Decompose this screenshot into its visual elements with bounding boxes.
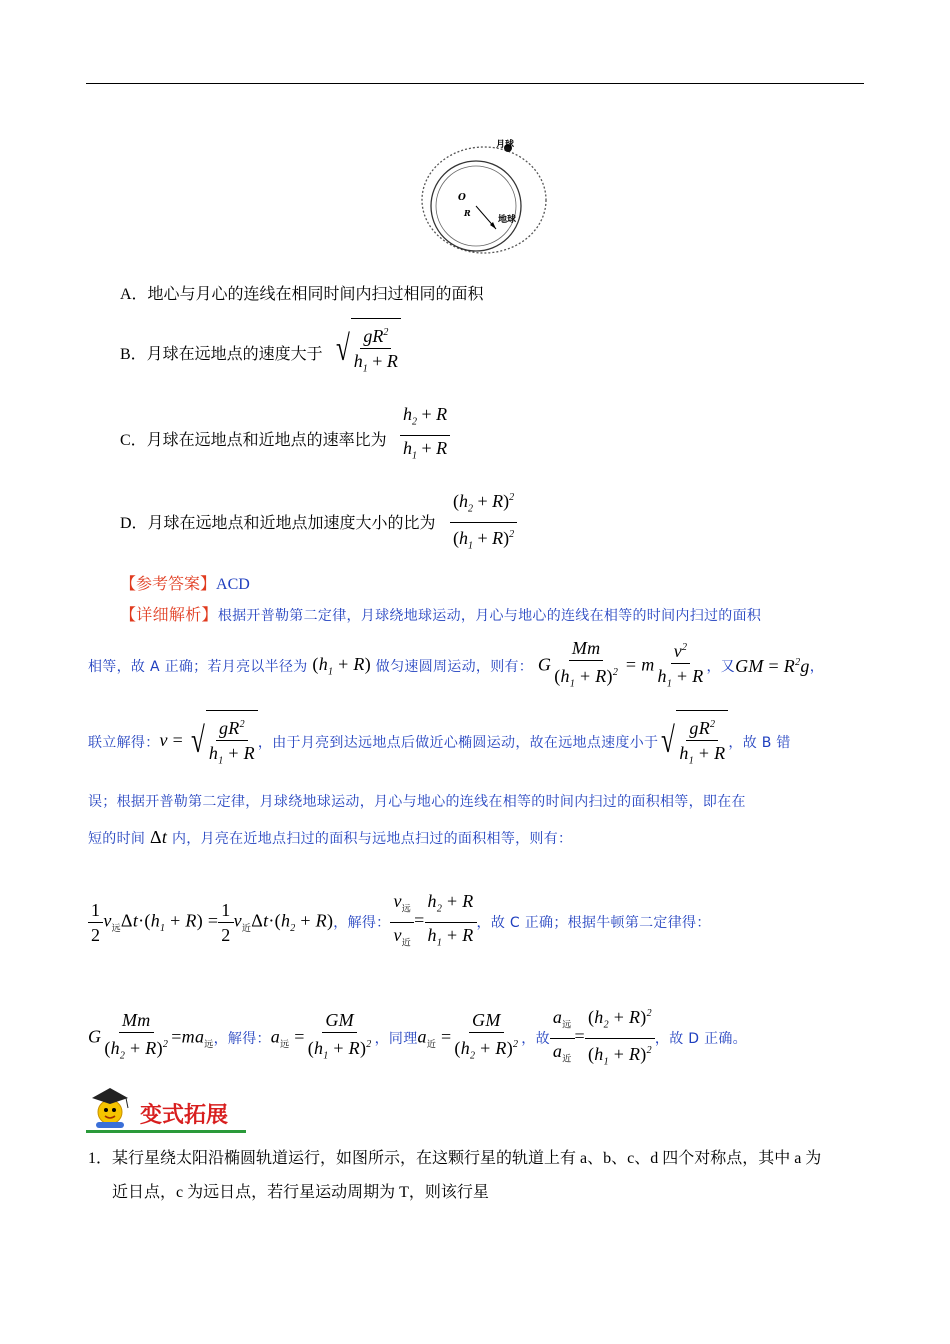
moon-label: 月球 xyxy=(496,140,515,150)
earth-label: 地球 xyxy=(498,215,517,225)
option-c-formula: $\frac{h_2 + R}{h_1 + R}$ xyxy=(400,402,450,468)
solution-text-3a: 联立解得： xyxy=(88,735,160,751)
option-b-formula: √ $\frac{gR^2}{h_1 + R}$ xyxy=(333,318,401,382)
option-c: C．月球在远地点和近地点的速率比为 xyxy=(120,432,387,449)
area-equation: $\frac{1}{2}$ $v_远\Delta t\cdot(h_1 + R)$ = $\frac{1}{2}$ $v_近\Delta t\cdot(h_2 + R)$ xyxy=(88,898,333,947)
header-rule xyxy=(86,83,864,84)
section-title: 变式拓展 xyxy=(140,1103,229,1128)
delta-t: Δt xyxy=(149,827,168,847)
accel-near: $a_近$ = $\frac{GM}{(h_2 + R)^2}$ xyxy=(417,1009,519,1062)
solution-label: 【详细解析】 xyxy=(120,607,218,624)
center-label: O xyxy=(458,193,466,203)
solution-line-1 xyxy=(120,602,761,625)
solution-line-7 xyxy=(88,1008,747,1068)
gravity-equation: G $\frac{Mm}{(h_1 + R)^2}$ = m $\frac{v^2}{h_1 + R}$ xyxy=(533,637,704,690)
velocity-bound: √ $\frac{gR^2}{h_1 + R}$ xyxy=(658,710,728,774)
answer-value: ACD xyxy=(216,576,250,593)
question-line-1: 1．某行星绕太阳沿椭圆轨道运行，如图所示，在这颗行星的轨道上有 a、b、c、d 四个对称点，其中 a 为 xyxy=(88,1150,822,1167)
solution-text-5b: 内，月亮在近地点扫过的面积与远地点扫过的面积相等，则有： xyxy=(171,831,573,847)
section-underline xyxy=(86,1130,246,1133)
solution-line-3 xyxy=(88,712,791,772)
orbit-diagram xyxy=(418,133,548,255)
question-line-2: 近日点，c 为远日点，若行星运动周期为 T，则该行星 xyxy=(112,1184,489,1201)
solution-text-3c: ，故 B 错 xyxy=(728,735,791,751)
solution-text-2b: 做匀速圆周运动，则有： xyxy=(375,659,534,675)
moon-orbit-ellipse xyxy=(422,147,546,253)
accel-ratio: $\frac{a_远}{a_近}$ = $\frac{(h_2 + R)^2}{(h_1 + R)^2}$ xyxy=(550,1002,655,1074)
velocity-result: v = √ $\frac{gR^2}{h_1 + R}$ xyxy=(160,710,258,774)
answer-label: 【参考答案】 xyxy=(120,576,217,593)
solution-text-2c: ，又 xyxy=(706,659,736,675)
answer-line xyxy=(120,571,250,594)
option-a: A．地心与月心的连线在相同时间内扫过相同的面积 xyxy=(120,286,484,303)
solution-text-2a: 相等，故 A 正确；若月亮以半径为 xyxy=(88,659,308,675)
mascot-icon xyxy=(92,1088,128,1128)
solution-line-6 xyxy=(88,892,711,952)
solution-text-7d: ，故 D 正确。 xyxy=(654,1031,747,1047)
solution-line-2: 相等，故 A 正确；若月亮以半径为 $(h_1 + R)$ 做匀速圆周运动，则有： G $\frac{Mm}{(h_1 + R)^2}$ = m $\frac{v^2}{h_1 + R}$ ，又 GM = $R^2g$ ， xyxy=(88,641,824,691)
solution-line-5 xyxy=(88,827,572,848)
section-header xyxy=(86,1086,246,1136)
solution-text-7a: ，解得： xyxy=(213,1031,271,1047)
newton-equation: G $\frac{Mm}{(h_2 + R)^2}$ $=ma_远$ xyxy=(88,1009,214,1062)
gm-equation: GM = $R^2g$ xyxy=(735,655,810,676)
option-d: D．月球在远地点和近地点加速度大小的比为 xyxy=(120,515,436,532)
radius-label: R xyxy=(464,208,471,218)
solution-line-4: 误；根据开普勒第二定律，月球绕地球运动，月心与地心的连线在相等的时间内扫过的面积相等，即在在 xyxy=(88,794,746,810)
solution-text-3b: ，由于月亮到达远地点后做近心椭圆运动，故在远地点速度小于 xyxy=(257,735,659,751)
solution-text-5a: 短的时间 xyxy=(88,831,146,847)
solution-text-7c: ，故 xyxy=(521,1031,550,1047)
accel-far: $a_远$ = $\frac{GM}{(h_1 + R)^2}$ xyxy=(270,1009,372,1062)
solution-text-7b: ，同理 xyxy=(374,1031,418,1047)
solution-text-1: 根据开普勒第二定律，月球绕地球运动，月心与地心的连线在相等的时间内扫过的面积 xyxy=(217,608,762,624)
velocity-ratio: $\frac{v_远}{v_近}$ = $\frac{h_2 + R}{h_1 + R}$ xyxy=(390,889,476,955)
radius-expr: $(h_1 + R)$ xyxy=(312,654,371,678)
option-d-formula: $\frac{(h_2 + R)^2}{(h_1 + R)^2}$ xyxy=(450,486,517,558)
option-b: B．月球在远地点的速度大于 xyxy=(120,346,323,363)
solution-text-6b: ，故 C 正确；根据牛顿第二定律得： xyxy=(476,915,711,931)
solution-text-6a: ，解得： xyxy=(333,915,391,931)
